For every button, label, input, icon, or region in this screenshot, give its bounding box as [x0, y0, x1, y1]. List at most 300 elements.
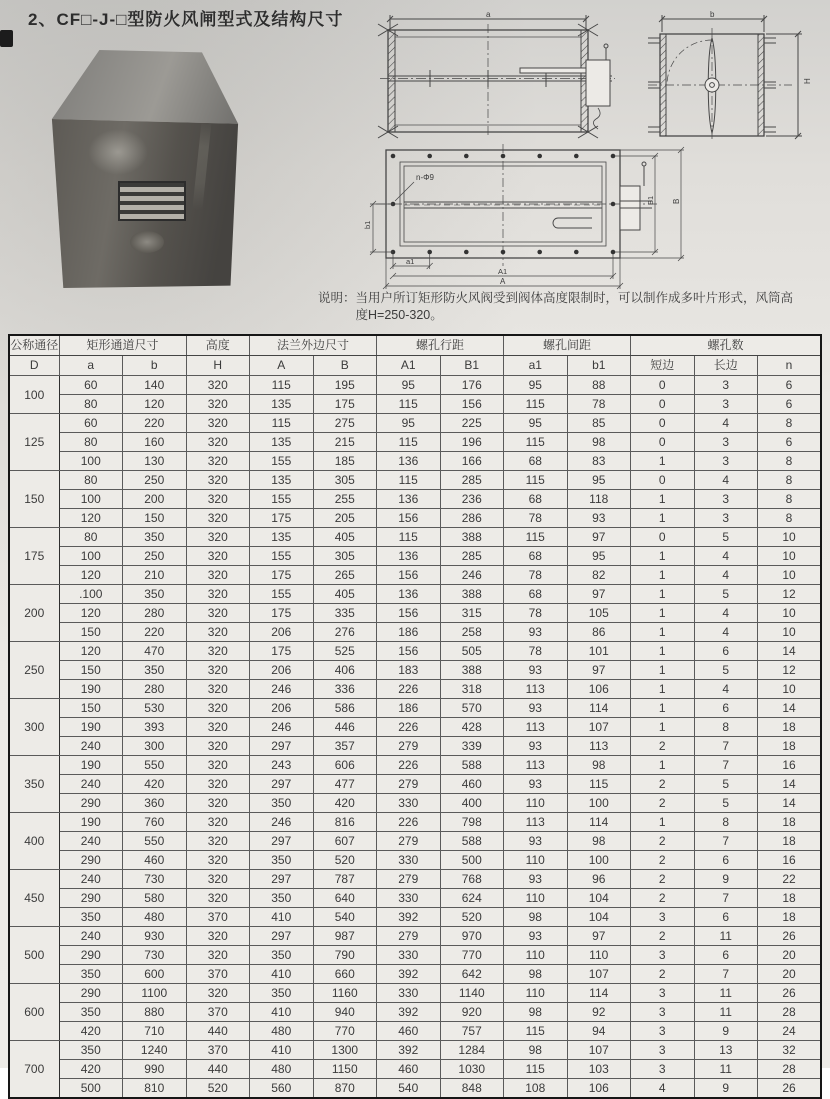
table-cell: 1140: [440, 984, 504, 1003]
table-cell: 136: [377, 452, 441, 471]
diameter-cell: 300: [9, 699, 59, 756]
table-cell: 460: [377, 1060, 441, 1079]
table-cell: 1: [631, 490, 695, 509]
table-cell: 4: [694, 471, 758, 490]
table-cell: 392: [377, 1003, 441, 1022]
table-cell: 320: [186, 395, 250, 414]
table-cell: 420: [313, 794, 377, 813]
table-cell: 410: [250, 1041, 314, 1060]
table-cell: 588: [440, 756, 504, 775]
table-cell: 2: [631, 775, 695, 794]
table-cell: 2: [631, 870, 695, 889]
table-cell: 107: [567, 965, 631, 984]
table-cell: 305: [313, 471, 377, 490]
table-cell: 80: [59, 528, 123, 547]
table-cell: 175: [313, 395, 377, 414]
table-cell: 83: [567, 452, 631, 471]
table-cell: 97: [567, 661, 631, 680]
dim-label-a: a: [486, 10, 491, 19]
table-cell: 250: [123, 471, 187, 490]
blade-swing-arc: [667, 40, 712, 85]
table-cell: 6: [694, 642, 758, 661]
table-cell: 7: [694, 737, 758, 756]
header-sub-cell: a1: [504, 356, 568, 376]
table-cell: 88: [567, 376, 631, 395]
table-cell: 95: [567, 547, 631, 566]
table-cell: 388: [440, 661, 504, 680]
table-cell: 350: [59, 908, 123, 927]
table-row: [9, 490, 821, 509]
table-cell: 1: [631, 509, 695, 528]
table-cell: 240: [59, 775, 123, 794]
table-cell: 6: [694, 908, 758, 927]
table-cell: 16: [758, 756, 822, 775]
table-cell: 86: [567, 623, 631, 642]
table-cell: 1284: [440, 1041, 504, 1060]
header-sub-cell: H: [186, 356, 250, 376]
table-cell: 440: [186, 1060, 250, 1079]
table-cell: 350: [59, 965, 123, 984]
table-cell: 606: [313, 756, 377, 775]
table-cell: 410: [250, 965, 314, 984]
table-cell: 160: [123, 433, 187, 452]
table-cell: 320: [186, 870, 250, 889]
table-cell: 305: [313, 547, 377, 566]
table-cell: 18: [758, 737, 822, 756]
table-cell: 80: [59, 395, 123, 414]
table-cell: 130: [123, 452, 187, 471]
table-cell: 11: [694, 984, 758, 1003]
table-cell: 240: [59, 927, 123, 946]
header-sub-cell: b: [123, 356, 187, 376]
table-cell: 93: [504, 775, 568, 794]
table-cell: 480: [250, 1060, 314, 1079]
diameter-cell: 400: [9, 813, 59, 870]
table-cell: 80: [59, 433, 123, 452]
table-cell: 3: [631, 908, 695, 927]
table-row: [9, 395, 821, 414]
table-cell: 68: [504, 452, 568, 471]
table-cell: 14: [758, 775, 822, 794]
table-cell: 5: [694, 528, 758, 547]
table-cell: 3: [694, 509, 758, 528]
dim-label-B1: B1: [646, 195, 655, 205]
table-cell: 460: [123, 851, 187, 870]
table-cell: 520: [440, 908, 504, 927]
table-cell: 480: [250, 1022, 314, 1041]
table-cell: 186: [377, 623, 441, 642]
table-cell: 98: [567, 433, 631, 452]
table-row: [9, 927, 821, 946]
table-cell: 970: [440, 927, 504, 946]
table-cell: 68: [504, 585, 568, 604]
note-text: [356, 290, 794, 324]
table-cell: 480: [123, 908, 187, 927]
table-cell: 320: [186, 661, 250, 680]
table-cell: 175: [250, 642, 314, 661]
table-cell: 3: [631, 1003, 695, 1022]
table-cell: 136: [377, 585, 441, 604]
table-row: [9, 433, 821, 452]
table-cell: 280: [123, 680, 187, 699]
table-cell: 530: [123, 699, 187, 718]
spring-squiggle: [593, 108, 600, 129]
table-cell: 136: [377, 547, 441, 566]
table-cell: 195: [313, 376, 377, 395]
table-cell: 318: [440, 680, 504, 699]
table-cell: 8: [758, 490, 822, 509]
table-cell: 320: [186, 756, 250, 775]
table-cell: 1: [631, 452, 695, 471]
table-cell: 920: [440, 1003, 504, 1022]
table-cell: 297: [250, 737, 314, 756]
table-cell: 13: [694, 1041, 758, 1060]
table-cell: 286: [440, 509, 504, 528]
header-sub-cell: 长边: [694, 356, 758, 376]
table-cell: 300: [123, 737, 187, 756]
table-cell: 190: [59, 718, 123, 737]
table-cell: 279: [377, 832, 441, 851]
table-cell: 320: [186, 832, 250, 851]
table-row: [9, 471, 821, 490]
spec-table-body: [9, 376, 821, 1099]
table-cell: 320: [186, 528, 250, 547]
table-cell: 5: [694, 775, 758, 794]
table-cell: 115: [504, 395, 568, 414]
table-cell: 6: [758, 433, 822, 452]
table-cell: 297: [250, 775, 314, 794]
table-cell: 1: [631, 718, 695, 737]
header-group-cell: 法兰外边尺寸: [250, 335, 377, 356]
table-cell: 78: [504, 642, 568, 661]
table-cell: 95: [504, 376, 568, 395]
table-cell: 97: [567, 927, 631, 946]
table-cell: 4: [694, 604, 758, 623]
table-cell: 10: [758, 604, 822, 623]
table-cell: 92: [567, 1003, 631, 1022]
diameter-cell: 150: [9, 471, 59, 528]
table-cell: 18: [758, 889, 822, 908]
table-cell: 880: [123, 1003, 187, 1022]
table-cell: 2: [631, 737, 695, 756]
table-cell: 106: [567, 1079, 631, 1099]
table-cell: 100: [59, 452, 123, 471]
table-cell: 320: [186, 414, 250, 433]
table-cell: 570: [440, 699, 504, 718]
header-sub-cell: B: [313, 356, 377, 376]
header-sub-cell: D: [9, 356, 59, 376]
table-cell: 320: [186, 585, 250, 604]
table-cell: 285: [440, 471, 504, 490]
table-cell: 336: [313, 680, 377, 699]
table-cell: 115: [567, 775, 631, 794]
table-cell: 175: [250, 566, 314, 585]
table-row: [9, 680, 821, 699]
note-label: 说明：: [318, 291, 356, 305]
table-cell: 810: [123, 1079, 187, 1099]
table-cell: 6: [758, 395, 822, 414]
table-cell: 400: [440, 794, 504, 813]
side-view-drawing: [642, 10, 814, 142]
table-cell: 0: [631, 433, 695, 452]
table-cell: 320: [186, 604, 250, 623]
table-cell: 110: [504, 984, 568, 1003]
table-row: [9, 509, 821, 528]
table-cell: 320: [186, 433, 250, 452]
table-cell: 120: [123, 395, 187, 414]
table-cell: 2: [631, 832, 695, 851]
table-cell: 6: [758, 376, 822, 395]
table-cell: 68: [504, 490, 568, 509]
table-cell: 190: [59, 813, 123, 832]
table-cell: 4: [631, 1079, 695, 1099]
table-cell: 18: [758, 908, 822, 927]
table-cell: 26: [758, 927, 822, 946]
fuse-actuator-box: [586, 60, 610, 106]
table-row: [9, 813, 821, 832]
table-cell: 770: [313, 1022, 377, 1041]
table-cell: 106: [567, 680, 631, 699]
table-cell: 320: [186, 794, 250, 813]
table-cell: 1300: [313, 1041, 377, 1060]
table-cell: 1240: [123, 1041, 187, 1060]
table-row: [9, 737, 821, 756]
table-cell: 335: [313, 604, 377, 623]
table-cell: 18: [758, 718, 822, 737]
table-cell: 14: [758, 642, 822, 661]
photo-louver-plate: [118, 181, 186, 221]
header-sub-cell: n: [758, 356, 822, 376]
table-cell: 320: [186, 566, 250, 585]
table-cell: 770: [440, 946, 504, 965]
table-cell: 20: [758, 946, 822, 965]
table-cell: 1: [631, 585, 695, 604]
table-cell: 226: [377, 680, 441, 699]
table-row: [9, 908, 821, 927]
table-cell: 95: [377, 414, 441, 433]
table-cell: 350: [123, 528, 187, 547]
table-cell: 2: [631, 965, 695, 984]
table-cell: 10: [758, 623, 822, 642]
scan-smudge: [0, 30, 13, 47]
table-cell: 100: [59, 547, 123, 566]
table-cell: 150: [59, 623, 123, 642]
table-cell: 500: [59, 1079, 123, 1099]
table-cell: 95: [377, 376, 441, 395]
table-row: [9, 870, 821, 889]
front-view-svg: [368, 10, 616, 140]
table-cell: 320: [186, 623, 250, 642]
table-cell: 265: [313, 566, 377, 585]
table-cell: 330: [377, 889, 441, 908]
table-row: [9, 623, 821, 642]
table-cell: 93: [567, 509, 631, 528]
table-cell: 115: [504, 433, 568, 452]
table-row: [9, 984, 821, 1003]
dim-label-A: A: [500, 277, 506, 286]
table-cell: 428: [440, 718, 504, 737]
table-cell: 206: [250, 699, 314, 718]
table-cell: 60: [59, 414, 123, 433]
table-cell: 787: [313, 870, 377, 889]
table-cell: 185: [313, 452, 377, 471]
diameter-cell: 200: [9, 585, 59, 642]
table-cell: 114: [567, 984, 631, 1003]
table-cell: 114: [567, 699, 631, 718]
table-cell: 196: [440, 433, 504, 452]
table-cell: 290: [59, 946, 123, 965]
table-cell: 330: [377, 794, 441, 813]
table-cell: 78: [504, 509, 568, 528]
table-cell: 150: [59, 699, 123, 718]
table-cell: 3: [631, 1060, 695, 1079]
table-cell: 3: [631, 984, 695, 1003]
table-cell: 206: [250, 661, 314, 680]
table-cell: 1: [631, 566, 695, 585]
table-cell: 246: [250, 680, 314, 699]
table-cell: 98: [567, 832, 631, 851]
table-cell: 3: [631, 1041, 695, 1060]
table-cell: 11: [694, 1060, 758, 1079]
table-cell: 226: [377, 813, 441, 832]
table-cell: 388: [440, 585, 504, 604]
table-cell: 1150: [313, 1060, 377, 1079]
table-cell: 3: [694, 433, 758, 452]
table-cell: 990: [123, 1060, 187, 1079]
table-cell: 205: [313, 509, 377, 528]
table-cell: 6: [694, 851, 758, 870]
table-cell: 4: [694, 547, 758, 566]
table-cell: 768: [440, 870, 504, 889]
header-group-cell: 高度: [186, 335, 250, 356]
table-cell: 339: [440, 737, 504, 756]
table-cell: 176: [440, 376, 504, 395]
table-cell: 135: [250, 433, 314, 452]
table-cell: 115: [504, 528, 568, 547]
header-sub-cell: A: [250, 356, 314, 376]
table-cell: 98: [504, 965, 568, 984]
table-cell: 2: [631, 889, 695, 908]
table-cell: 710: [123, 1022, 187, 1041]
table-cell: 9: [694, 1079, 758, 1099]
table-cell: 350: [59, 1003, 123, 1022]
table-cell: 870: [313, 1079, 377, 1099]
table-cell: 8: [758, 509, 822, 528]
table-cell: .100: [59, 585, 123, 604]
table-cell: 320: [186, 376, 250, 395]
table-cell: 540: [313, 908, 377, 927]
table-cell: 8: [694, 718, 758, 737]
hole-callout-label: n-Φ9: [416, 173, 434, 182]
table-cell: 3: [631, 1022, 695, 1041]
table-cell: 3: [694, 395, 758, 414]
table-cell: 18: [758, 832, 822, 851]
diameter-cell: 175: [9, 528, 59, 585]
table-row: [9, 585, 821, 604]
table-cell: 540: [377, 1079, 441, 1099]
table-cell: 120: [59, 566, 123, 585]
table-cell: 500: [440, 851, 504, 870]
table-cell: 1: [631, 756, 695, 775]
table-cell: 410: [250, 908, 314, 927]
table-cell: 330: [377, 851, 441, 870]
table-cell: 370: [186, 965, 250, 984]
table-cell: 115: [504, 1022, 568, 1041]
table-cell: 798: [440, 813, 504, 832]
table-cell: 175: [250, 509, 314, 528]
diameter-cell: 450: [9, 870, 59, 927]
table-cell: 156: [377, 642, 441, 661]
table-cell: 640: [313, 889, 377, 908]
photo-handle: [130, 231, 164, 253]
table-cell: 28: [758, 1003, 822, 1022]
table-cell: 406: [313, 661, 377, 680]
table-row: [9, 604, 821, 623]
table-cell: 120: [59, 509, 123, 528]
table-cell: 14: [758, 794, 822, 813]
table-cell: 505: [440, 642, 504, 661]
table-cell: 155: [250, 490, 314, 509]
table-cell: 1100: [123, 984, 187, 1003]
table-cell: 115: [504, 1060, 568, 1079]
table-cell: 105: [567, 604, 631, 623]
diameter-cell: 500: [9, 927, 59, 984]
dim-label-b: b: [710, 10, 715, 19]
table-cell: 2: [631, 927, 695, 946]
note-line-2: 度H=250-320。: [355, 308, 443, 322]
table-cell: 150: [123, 509, 187, 528]
table-cell: 246: [250, 718, 314, 737]
table-cell: 460: [440, 775, 504, 794]
plan-view-drawing: [358, 138, 702, 290]
header-group-cell: 螺孔行距: [377, 335, 504, 356]
table-cell: 8: [758, 414, 822, 433]
table-cell: 258: [440, 623, 504, 642]
table-cell: 156: [440, 395, 504, 414]
table-cell: 320: [186, 889, 250, 908]
table-cell: 320: [186, 984, 250, 1003]
table-cell: 78: [504, 566, 568, 585]
table-cell: 10: [758, 547, 822, 566]
table-cell: 243: [250, 756, 314, 775]
table-cell: 405: [313, 585, 377, 604]
handle-slot: [553, 218, 592, 228]
table-cell: 642: [440, 965, 504, 984]
table-cell: 350: [250, 851, 314, 870]
table-cell: 279: [377, 927, 441, 946]
table-cell: 80: [59, 471, 123, 490]
table-row: [9, 889, 821, 908]
table-cell: 6: [694, 699, 758, 718]
table-cell: 113: [504, 680, 568, 699]
table-cell: 320: [186, 813, 250, 832]
table-cell: 290: [59, 889, 123, 908]
table-cell: 420: [123, 775, 187, 794]
table-cell: 10: [758, 528, 822, 547]
table-cell: 320: [186, 737, 250, 756]
table-cell: 115: [377, 433, 441, 452]
table-cell: 790: [313, 946, 377, 965]
table-cell: 279: [377, 870, 441, 889]
table-cell: 392: [377, 1041, 441, 1060]
table-cell: 320: [186, 490, 250, 509]
table-cell: 98: [567, 756, 631, 775]
table-cell: 225: [440, 414, 504, 433]
table-cell: 32: [758, 1041, 822, 1060]
table-cell: 279: [377, 737, 441, 756]
table-cell: 95: [504, 414, 568, 433]
table-cell: 5: [694, 661, 758, 680]
